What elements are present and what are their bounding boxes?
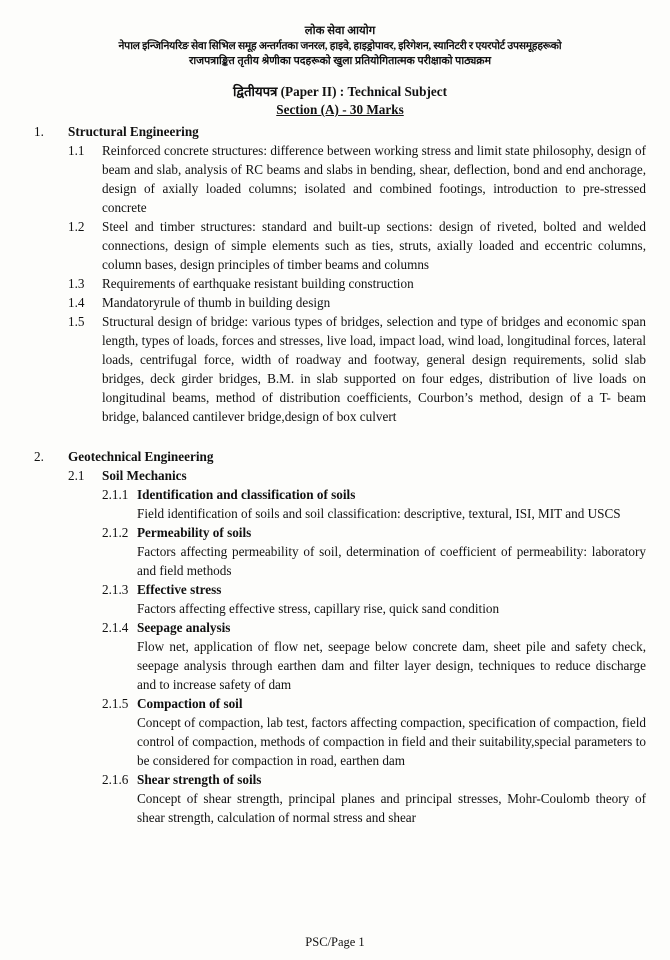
- sub-item-heading: [102, 485, 646, 504]
- sub-item-body: Concept of shear strength, principal planes and principal stresses, Mohr-Coulomb theory of shear strength, calculation of normal stress and shear: [137, 791, 646, 825]
- sub-item-heading: [102, 618, 646, 637]
- item-number: 1.1: [68, 143, 85, 158]
- sub-item-title: Seepage analysis: [137, 620, 231, 635]
- section-title: Section (A) - 30 Marks: [276, 102, 404, 117]
- page-footer: PSC/Page 1: [305, 935, 365, 949]
- sub-item-heading: [102, 694, 646, 713]
- sub-item-title: Permeability of soils: [137, 525, 252, 540]
- header-service-group: नेपाल इन्जिनियरिङ सेवा सिभिल समूह अन्तर्गतका जनरल, हाइवे, हाइड्रोपावर, इरिगेशन, स्यानिटरी र एयरपोर्ट उपसमूहहरूको: [118, 41, 562, 52]
- topic-heading: [34, 122, 646, 141]
- sub-item-title: Effective stress: [137, 582, 222, 597]
- item-number: 1.3: [68, 276, 85, 291]
- sub-item-body: Concept of compaction, lab test, factors affecting compaction, specification of compaction, field control of compaction, methods of compaction in field and their suitability,special parameters to be considered for compaction in road, earthen dam: [137, 715, 646, 768]
- topic-heading: [34, 447, 646, 466]
- list-item: [68, 312, 646, 426]
- item-number: 1.5: [68, 314, 85, 329]
- subtopic-title: Soil Mechanics: [102, 468, 187, 483]
- sub-item-title: Compaction of soil: [137, 696, 243, 711]
- sub-item-number: 2.1.5: [102, 696, 129, 711]
- sub-item-title: Shear strength of soils: [137, 772, 262, 787]
- item-text: Requirements of earthquake resistant building construction: [102, 276, 414, 291]
- item-text: Structural design of bridge: various types of bridges, selection and type of bridges and economic span length, types of loads, forces and stresses, live load, impact load, wind load, longitudinal forces, lateral loads, centrifugal force, width of roadway and footway, general design requirements, solid slab bridges, deck girder bridges, B.M. in slab supported on four edges, distribution of live loads on longitudinal beams, method of distribution coefficients, Courbon’s method, design of a T- beam bridge, balanced cantilever bridge,design of box culvert: [102, 314, 646, 424]
- sub-item: [102, 580, 646, 618]
- sub-item: [102, 485, 646, 523]
- sub-item-number: 2.1.4: [102, 620, 129, 635]
- header-commission-name: लोक सेवा आयोग: [304, 25, 376, 37]
- paper-title: द्वितीयपत्र (Paper II) : Technical Subject: [233, 84, 447, 99]
- sub-item-heading: [102, 523, 646, 542]
- sub-item-body: Field identification of soils and soil classification: descriptive, textural, ISI, MIT and USCS: [137, 506, 621, 521]
- topic-title: Structural Engineering: [68, 124, 199, 139]
- subtopic-heading: [68, 466, 646, 485]
- sub-item: [102, 694, 646, 770]
- sub-item-number: 2.1.2: [102, 525, 129, 540]
- topic-number: 2.: [34, 449, 44, 464]
- sub-item-number: 2.1.1: [102, 487, 129, 502]
- header-exam-syllabus: राजपत्राङ्कित तृतीय श्रेणीका पदहरूको खुला प्रतियोगितात्मक परीक्षाको पाठ्यक्रम: [188, 55, 492, 67]
- topic-number: 1.: [34, 124, 44, 139]
- document-header: [34, 24, 646, 69]
- sub-item-body: Flow net, application of flow net, seepage below concrete dam, sheet pile and safety check, seepage analysis through earthen dam and filter layer design, techniques to reduce discharge and to increase safety of dam: [137, 639, 646, 692]
- item-number: 2.1: [68, 468, 85, 483]
- sub-item-title: Identification and classification of soils: [137, 487, 356, 502]
- list-item: [68, 274, 646, 293]
- item-text: Steel and timber structures: standard and built-up sections: design of riveted, bolted and welded connections, design of simple elements such as ties, struts, axially loaded and eccentric columns, column bases, design principles of timber beams and columns: [102, 219, 646, 272]
- sub-item: [102, 770, 646, 827]
- sub-item: [102, 523, 646, 580]
- sub-item-number: 2.1.6: [102, 772, 129, 787]
- item-text: Reinforced concrete structures: difference between working stress and limit state philosophy, design of beam and slab, analysis of RC beams and slabs in bending, shear, deflection, bond and end anchorage, design of axially loaded columns; isolated and combined footings, introduction to pre-stressed concrete: [102, 143, 646, 215]
- topic-title: Geotechnical Engineering: [68, 449, 214, 464]
- item-text: Mandatoryrule of thumb in building design: [102, 295, 331, 310]
- sub-item-body: Factors affecting permeability of soil, determination of coefficient of permeability: laboratory and field methods: [137, 544, 646, 578]
- list-item: [68, 141, 646, 217]
- spacer: [34, 426, 646, 444]
- list-item: [68, 217, 646, 274]
- sub-item: [102, 618, 646, 694]
- item-number: 1.4: [68, 295, 85, 310]
- sub-item-heading: [102, 770, 646, 789]
- sub-item-number: 2.1.3: [102, 582, 129, 597]
- sub-item-heading: [102, 580, 646, 599]
- item-number: 1.2: [68, 219, 85, 234]
- sub-item-body: Factors affecting effective stress, capillary rise, quick sand condition: [137, 601, 500, 616]
- list-item: [68, 293, 646, 312]
